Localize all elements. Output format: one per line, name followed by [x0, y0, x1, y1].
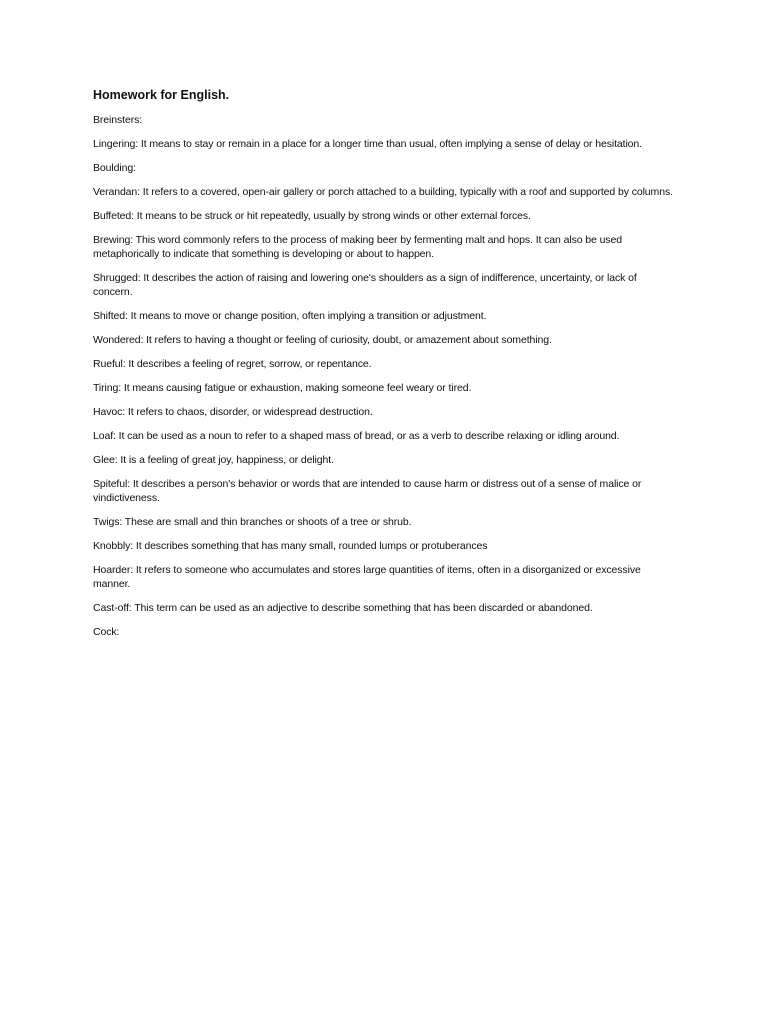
document-title: Homework for English.: [93, 88, 230, 102]
paragraph-boulding: Boulding:: [93, 162, 136, 174]
paragraph-buffeted: Buffeted: It means to be struck or hit repeatedly, usually by strong winds or other external forces.: [93, 210, 531, 222]
paragraph-cast-off: Cast-off: This term can be used as an adjective to describe something that has been discarded or abandoned.: [93, 602, 593, 614]
paragraph-twigs: Twigs: These are small and thin branches or shoots of a tree or shrub.: [93, 516, 412, 528]
paragraph-lingering: Lingering: It means to stay or remain in a place for a longer time than usual, often implying a sense of delay or hesitation.: [93, 138, 642, 150]
paragraph-tiring: Tiring: It means causing fatigue or exhaustion, making someone feel weary or tired.: [93, 382, 472, 394]
paragraph-hoarder: Hoarder: It refers to someone who accumulates and stores large quantities of items, often in a disorganized or excessive manner.: [93, 564, 641, 590]
paragraph-loaf: Loaf: It can be used as a noun to refer to a shaped mass of bread, or as a verb to describe relaxing or idling around.: [93, 430, 620, 442]
paragraph-rueful: Rueful: It describes a feeling of regret, sorrow, or repentance.: [93, 358, 372, 370]
paragraph-knobbly: Knobbly: It describes something that has many small, rounded lumps or protuberances: [93, 540, 488, 552]
paragraph-glee: Glee: It is a feeling of great joy, happiness, or delight.: [93, 454, 334, 466]
document-page: [93, 87, 673, 649]
paragraph-brewing: Brewing: This word commonly refers to the process of making beer by fermenting malt and hops. It can also be used metaphorically to indicate that something is developing or about to happen.: [93, 234, 622, 260]
paragraph-verandan: Verandan: It refers to a covered, open-air gallery or porch attached to a building, typically with a roof and supported by columns.: [93, 186, 673, 198]
paragraph-wondered: Wondered: It refers to having a thought or feeling of curiosity, doubt, or amazement about something.: [93, 334, 552, 346]
paragraph-spiteful: Spiteful: It describes a person's behavior or words that are intended to cause harm or distress out of a sense of malice or vindictiveness.: [93, 478, 642, 504]
paragraph-breinsters: Breinsters:: [93, 114, 143, 126]
paragraph-shifted: Shifted: It means to move or change position, often implying a transition or adjustment.: [93, 310, 487, 322]
paragraph-cock: Cock:: [93, 626, 120, 638]
paragraph-havoc: Havoc: It refers to chaos, disorder, or widespread destruction.: [93, 406, 373, 418]
paragraph-shrugged: Shrugged: It describes the action of raising and lowering one's shoulders as a sign of indifference, uncertainty, or lack of concern.: [93, 272, 637, 298]
